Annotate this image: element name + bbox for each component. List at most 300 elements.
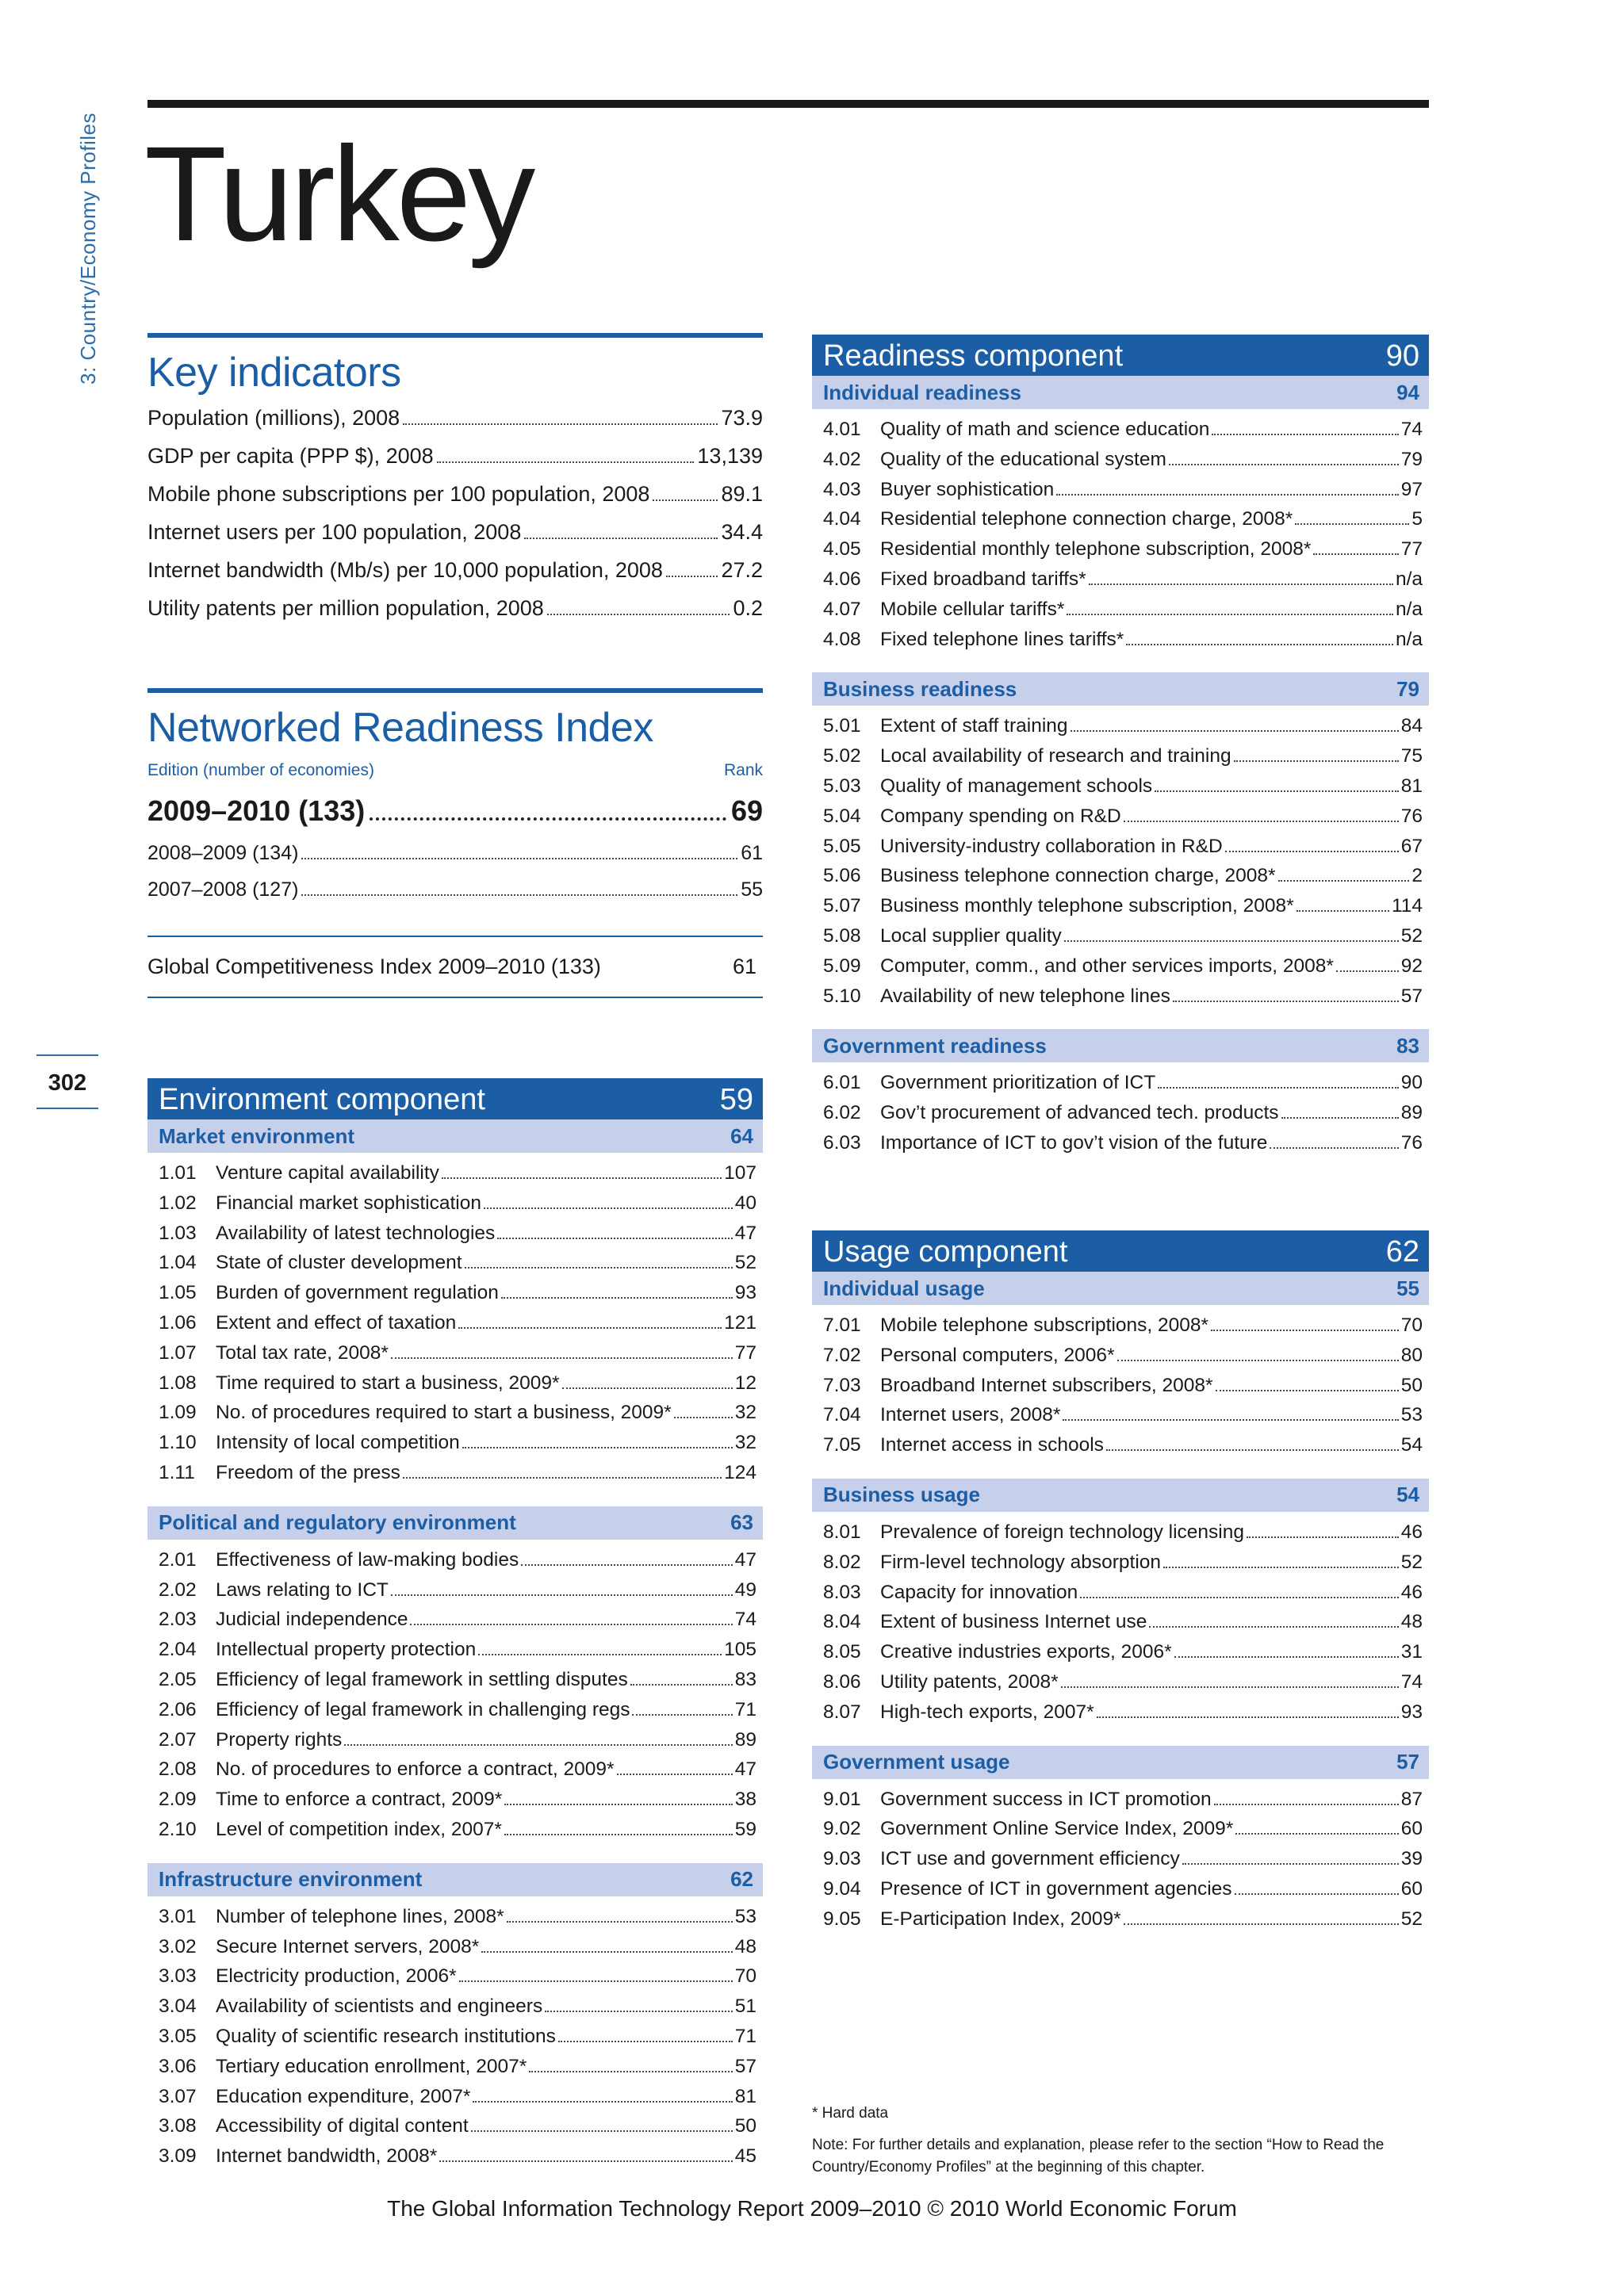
indicator-row (823, 1641, 1423, 1671)
indicator-rank: 47 (734, 1758, 756, 1781)
dot-leader (481, 1951, 732, 1953)
dot-leader (1149, 1626, 1398, 1628)
indicator-code: 7.04 (823, 1404, 861, 1426)
nri-previous-editions (147, 842, 763, 915)
key-indicator-row (147, 406, 763, 444)
indicator-label: Quality of scientific research institutions (216, 2025, 556, 2047)
indicator-row (159, 1549, 756, 1579)
indicator-rank: 40 (734, 1192, 756, 1214)
indicator-row (823, 1671, 1423, 1701)
indicator-code: 2.02 (159, 1578, 197, 1601)
indicator-rank: 52 (734, 1252, 756, 1274)
indicator-code: 4.04 (823, 508, 861, 530)
indicator-label: Efficiency of legal framework in challenging regs (216, 1698, 630, 1720)
indicator-row (159, 1402, 756, 1432)
indicator-code: 1.06 (159, 1311, 197, 1334)
indicator-rank: 47 (734, 1548, 756, 1571)
indicator-label: Extent and effect of taxation (216, 1311, 457, 1334)
indicator-row (823, 1314, 1423, 1345)
nri-edition-row (147, 842, 763, 878)
dot-leader (478, 1654, 722, 1655)
dot-leader (666, 576, 718, 577)
indicator-rank: 81 (1400, 775, 1423, 797)
indicator-label: Capacity for innovation (880, 1581, 1078, 1603)
dot-leader (1124, 821, 1399, 822)
indicator-rank: 60 (1400, 1818, 1423, 1840)
indicator-rank: 39 (1400, 1848, 1423, 1870)
indicator-code: 8.04 (823, 1611, 861, 1633)
nri-current-rank: 69 (730, 794, 763, 827)
indicator-list (812, 1305, 1429, 1474)
indicator-rank: 50 (734, 2115, 756, 2137)
indicator-rank: 46 (1400, 1581, 1423, 1603)
indicator-label: Intensity of local competition (216, 1432, 460, 1454)
key-indicator-row (147, 558, 763, 596)
indicator-row (823, 836, 1423, 866)
indicator-row (823, 1345, 1423, 1375)
dot-leader (1097, 1716, 1399, 1718)
key-indicator-row (147, 596, 763, 634)
dot-leader (524, 538, 718, 539)
explanation-note: Note: For further details and explanation, please refer to the section “How to Read the Country/Economy Profiles” at the beginning of this chapter. (812, 2137, 1385, 2175)
indicator-row (823, 1908, 1423, 1938)
indicator-label: State of cluster development (216, 1252, 462, 1274)
key-indicator-value: 34.4 (721, 520, 763, 544)
indicator-label: Secure Internet servers, 2008* (216, 1935, 480, 1957)
subgroup-title: Individual readiness (823, 380, 1021, 404)
dot-leader (465, 1267, 733, 1269)
dot-leader (562, 1387, 733, 1389)
indicator-row (823, 508, 1423, 538)
indicator-row (823, 745, 1423, 775)
indicator-rank: 54 (1400, 1434, 1423, 1456)
key-indicator-value: 13,139 (697, 444, 763, 468)
indicator-label: Internet users, 2008* (880, 1404, 1061, 1426)
indicator-rank: 74 (1400, 419, 1423, 440)
indicator-code: 4.06 (823, 568, 861, 590)
dot-leader (1106, 1449, 1399, 1451)
usage-subgroup-header (812, 1479, 1429, 1512)
nri-heading: Networked Readiness Index (147, 705, 653, 751)
indicator-label: Quality of the educational system (880, 448, 1166, 470)
hard-data-note: * Hard data (812, 2105, 889, 2122)
dot-leader (403, 1477, 722, 1479)
dot-leader (1064, 940, 1399, 942)
indicator-row (823, 1434, 1423, 1464)
environment-component-header (147, 1078, 763, 1119)
dot-leader (504, 1834, 733, 1835)
indicator-code: 4.05 (823, 538, 861, 561)
indicator-rank: 32 (734, 1402, 756, 1424)
dot-leader (1336, 970, 1399, 972)
dot-leader (458, 1327, 722, 1329)
indicator-label: Firm-level technology absorption (880, 1551, 1162, 1573)
indicator-code: 9.01 (823, 1788, 861, 1810)
indicator-label: E-Participation Index, 2009* (880, 1908, 1121, 1930)
indicator-row (159, 2115, 756, 2145)
indicator-row (159, 2026, 756, 2056)
indicator-rank: 124 (724, 1461, 756, 1483)
dot-leader (1163, 1567, 1399, 1568)
dot-leader (484, 1207, 733, 1209)
indicator-rank: 45 (734, 2145, 756, 2168)
dot-leader (1235, 1833, 1398, 1835)
indicator-label: ICT use and government efficiency (880, 1848, 1180, 1870)
indicator-label: Business monthly telephone subscription, 2008* (880, 895, 1294, 917)
indicator-code: 5.03 (823, 775, 861, 797)
indicator-row (823, 629, 1423, 659)
dot-leader (1281, 1117, 1399, 1119)
nri-col-rank: Rank (723, 761, 763, 779)
indicator-row (823, 985, 1423, 1016)
dot-leader (1071, 730, 1399, 732)
readiness-component-rank: 90 (1385, 339, 1419, 373)
indicator-code: 3.01 (159, 1905, 197, 1927)
key-indicator-value: 0.2 (733, 596, 763, 620)
indicator-label: Number of telephone lines, 2008* (216, 1905, 504, 1927)
indicator-row (823, 1102, 1423, 1132)
indicator-code: 9.02 (823, 1818, 861, 1840)
indicator-row (823, 1789, 1423, 1819)
page-number: 302 (48, 1070, 87, 1096)
dot-leader (1063, 1419, 1398, 1421)
dot-leader (1247, 1536, 1399, 1538)
subgroup-rank: 83 (1396, 1033, 1419, 1058)
indicator-row (159, 1462, 756, 1492)
indicator-label: Mobile cellular tariffs* (880, 598, 1065, 620)
indicator-label: Government success in ICT promotion (880, 1788, 1212, 1810)
page-footer: The Global Information Technology Report 2009–2010 © 2010 World Economic Forum (387, 2196, 1237, 2221)
indicator-row (159, 1312, 756, 1342)
indicator-row (823, 1552, 1423, 1582)
indicator-code: 4.08 (823, 628, 861, 650)
key-indicator-label: Utility patents per million population, 2008 (147, 596, 544, 620)
indicator-label: Internet access in schools (880, 1434, 1104, 1456)
usage-component (812, 1230, 1429, 1948)
indicator-label: Importance of ICT to gov’t vision of the future (880, 1131, 1268, 1154)
readiness-subgroup-header (812, 1029, 1429, 1062)
indicator-row (159, 1965, 756, 1996)
dot-leader (558, 2041, 733, 2042)
indicator-rank: 84 (1400, 715, 1423, 737)
indicator-row (823, 1404, 1423, 1434)
indicator-row (823, 1701, 1423, 1732)
indicator-rank: 2 (1411, 865, 1423, 887)
indicator-rank: 53 (1400, 1404, 1423, 1426)
indicator-code: 3.05 (159, 2025, 197, 2047)
key-indicator-row (147, 482, 763, 520)
indicator-rank: 74 (734, 1609, 756, 1631)
environment-component-rank: 59 (719, 1082, 753, 1116)
indicator-list (812, 1779, 1429, 1948)
indicator-label: Freedom of the press (216, 1461, 400, 1483)
indicator-label: High-tech exports, 2007* (880, 1701, 1094, 1723)
indicator-code: 3.02 (159, 1935, 197, 1957)
indicator-rank: 77 (1400, 538, 1423, 561)
indicator-rank: 76 (1400, 1131, 1423, 1154)
indicator-rank: 77 (734, 1341, 756, 1364)
indicator-rank: 49 (734, 1578, 756, 1601)
usage-component-title: Usage component (823, 1234, 1068, 1269)
indicator-code: 5.02 (823, 745, 861, 767)
environment-subgroup-header (147, 1506, 763, 1540)
indicator-rank: n/a (1395, 628, 1423, 650)
page-number-block (36, 1054, 98, 1109)
dot-leader (471, 2130, 733, 2132)
indicator-rank: 93 (1400, 1701, 1423, 1723)
indicator-code: 8.05 (823, 1641, 861, 1663)
dot-leader (344, 1744, 732, 1746)
gci-label: Global Competitiveness Index 2009–2010 (133) (147, 955, 601, 978)
dot-leader (632, 1714, 732, 1716)
indicator-rank: 52 (1400, 1551, 1423, 1573)
indicator-rank: 89 (734, 1728, 756, 1751)
indicator-code: 5.09 (823, 955, 861, 977)
indicator-rank: 71 (734, 1698, 756, 1720)
indicator-label: Electricity production, 2006* (216, 1965, 457, 1988)
indicator-label: Quality of management schools (880, 775, 1153, 797)
indicator-code: 1.01 (159, 1162, 197, 1184)
dot-leader (1158, 1087, 1399, 1089)
dot-leader (1056, 494, 1398, 496)
indicator-rank: 80 (1400, 1344, 1423, 1366)
dot-leader (529, 2071, 733, 2072)
indicator-label: Gov’t procurement of advanced tech. products (880, 1102, 1279, 1124)
usage-component-rank: 62 (1385, 1234, 1419, 1269)
indicator-row (159, 1252, 756, 1282)
dot-leader (1155, 790, 1399, 792)
dot-leader (1295, 523, 1409, 525)
indicator-code: 5.08 (823, 924, 861, 947)
indicator-label: Prevalence of foreign technology licensing (880, 1521, 1244, 1543)
dot-leader (459, 1980, 733, 1982)
indicator-rank: 89 (1400, 1102, 1423, 1124)
usage-subgroup-header (812, 1746, 1429, 1779)
dot-leader (501, 1297, 733, 1299)
readiness-subgroup-header (812, 672, 1429, 706)
dot-leader (1225, 851, 1399, 852)
subgroup-rank: 54 (1396, 1483, 1419, 1507)
indicator-row (159, 1192, 756, 1223)
dot-leader (674, 1417, 733, 1418)
dot-leader (1234, 760, 1399, 762)
dot-leader (1212, 434, 1398, 435)
subgroup-rank: 63 (730, 1510, 753, 1535)
indicator-code: 1.04 (159, 1252, 197, 1274)
indicator-rank: 48 (734, 1935, 756, 1957)
environment-subgroup-header (147, 1119, 763, 1153)
indicator-rank: 59 (734, 1818, 756, 1840)
indicator-rank: 79 (1400, 448, 1423, 470)
indicator-rank: 48 (1400, 1611, 1423, 1633)
indicator-label: Financial market sophistication (216, 1192, 481, 1214)
subgroup-rank: 94 (1396, 380, 1419, 404)
indicator-code: 2.10 (159, 1818, 197, 1840)
key-indicator-value: 73.9 (721, 406, 763, 430)
indicator-code: 2.09 (159, 1789, 197, 1811)
indicator-row (823, 715, 1423, 745)
indicator-label: Internet bandwidth, 2008* (216, 2145, 438, 2168)
key-indicator-value: 89.1 (721, 482, 763, 506)
indicator-code: 2.05 (159, 1668, 197, 1690)
indicator-code: 5.10 (823, 985, 861, 1007)
key-indicator-label: Population (millions), 2008 (147, 406, 400, 430)
indicator-code: 4.02 (823, 448, 861, 470)
dot-leader (1214, 1804, 1399, 1805)
indicator-row (159, 1996, 756, 2026)
indicator-code: 2.04 (159, 1639, 197, 1661)
indicator-rank: 57 (734, 2055, 756, 2077)
indicator-code: 6.02 (823, 1102, 861, 1124)
indicator-rank: 60 (1400, 1877, 1423, 1900)
indicator-code: 3.08 (159, 2115, 197, 2137)
dot-leader (442, 1177, 722, 1179)
indicator-row (823, 806, 1423, 836)
indicator-row (823, 1375, 1423, 1405)
dot-leader (410, 1624, 732, 1625)
indicator-rank: 50 (1400, 1374, 1423, 1396)
environment-component (147, 1078, 763, 2185)
indicator-code: 7.01 (823, 1314, 861, 1336)
indicator-code: 3.09 (159, 2145, 197, 2168)
key-indicator-label: Mobile phone subscriptions per 100 population, 2008 (147, 482, 650, 506)
indicator-row (823, 925, 1423, 955)
subgroup-rank: 62 (730, 1867, 753, 1892)
subgroup-title: Business readiness (823, 676, 1017, 701)
indicator-label: Tertiary education enrollment, 2007* (216, 2055, 527, 2077)
indicator-label: Buyer sophistication (880, 478, 1055, 500)
indicator-code: 5.01 (823, 715, 861, 737)
indicator-label: Presence of ICT in government agencies (880, 1877, 1232, 1900)
indicator-label: Broadband Internet subscribers, 2008* (880, 1374, 1213, 1396)
dot-leader (1216, 1390, 1399, 1391)
indicator-code: 1.03 (159, 1222, 197, 1244)
readiness-component-title: Readiness component (823, 339, 1124, 373)
dot-leader (1124, 1923, 1399, 1925)
indicator-row (159, 1639, 756, 1669)
indicator-label: Intellectual property protection (216, 1639, 477, 1661)
indicator-row (159, 1372, 756, 1402)
indicator-label: Local supplier quality (880, 924, 1062, 947)
key-indicators-list (147, 406, 763, 634)
indicator-row (823, 568, 1423, 599)
indicator-label: Efficiency of legal framework in settling disputes (216, 1668, 628, 1690)
indicator-code: 8.01 (823, 1521, 861, 1543)
dot-leader (1174, 1656, 1399, 1658)
indicator-list (147, 1896, 763, 2185)
indicator-code: 3.06 (159, 2055, 197, 2077)
indicator-rank: 52 (1400, 1908, 1423, 1930)
indicator-row (159, 1609, 756, 1639)
indicator-row (159, 1669, 756, 1699)
indicator-code: 6.01 (823, 1072, 861, 1094)
indicator-label: Government prioritization of ICT (880, 1072, 1156, 1094)
indicator-label: Accessibility of digital content (216, 2115, 469, 2137)
indicator-rank: 75 (1400, 745, 1423, 767)
indicator-rank: 5 (1411, 508, 1423, 530)
indicator-label: Local availability of research and training (880, 745, 1231, 767)
subgroup-rank: 55 (1396, 1276, 1419, 1300)
indicator-label: Residential telephone connection charge, 2008* (880, 508, 1293, 530)
indicator-row (823, 449, 1423, 479)
indicator-row (823, 1521, 1423, 1552)
dot-leader (1270, 1147, 1398, 1149)
key-indicator-label: Internet users per 100 population, 2008 (147, 520, 522, 544)
indicator-label: Judicial independence (216, 1609, 408, 1631)
nri-edition-row (147, 878, 763, 915)
indicator-list (812, 409, 1429, 668)
indicator-label: Mobile telephone subscriptions, 2008* (880, 1314, 1209, 1336)
key-indicator-label: Internet bandwidth (Mb/s) per 10,000 population, 2008 (147, 558, 663, 582)
indicator-label: Education expenditure, 2007* (216, 2085, 471, 2107)
indicator-label: Quality of math and science education (880, 419, 1210, 440)
readiness-subgroup-header (812, 376, 1429, 409)
indicator-row (159, 2145, 756, 2175)
nri-edition-label: 2008–2009 (134) (147, 842, 299, 864)
dot-leader (473, 2101, 732, 2103)
indicator-rank: 38 (734, 1789, 756, 1811)
indicator-code: 1.02 (159, 1192, 197, 1214)
indicator-row (823, 775, 1423, 806)
dot-leader (301, 858, 737, 859)
indicator-row (823, 419, 1423, 449)
indicator-label: Government Online Service Index, 2009* (880, 1818, 1234, 1840)
indicator-label: Burden of government regulation (216, 1282, 499, 1304)
indicator-rank: 67 (1400, 835, 1423, 857)
section-side-label: 3: Country/Economy Profiles (76, 113, 100, 385)
environment-component-title: Environment component (159, 1082, 485, 1116)
dot-leader (653, 499, 718, 501)
indicator-row (823, 1878, 1423, 1908)
indicator-code: 4.07 (823, 598, 861, 620)
dot-leader (439, 2160, 732, 2162)
indicator-rank: 53 (734, 1905, 756, 1927)
usage-component-header (812, 1230, 1429, 1272)
indicator-label: Property rights (216, 1728, 343, 1751)
indicator-label: Effectiveness of law-making bodies (216, 1548, 519, 1571)
indicator-row (823, 895, 1423, 925)
indicator-label: Personal computers, 2006* (880, 1344, 1115, 1366)
indicator-row (159, 1282, 756, 1312)
indicator-row (823, 1072, 1423, 1102)
subgroup-title: Political and regulatory environment (159, 1510, 516, 1535)
subgroup-rank: 79 (1396, 676, 1419, 701)
indicator-label: Utility patents, 2008* (880, 1670, 1059, 1693)
nri-current-label: 2009–2010 (133) (147, 794, 366, 827)
environment-subgroup-header (147, 1863, 763, 1896)
nri-column-headers (147, 761, 763, 780)
indicator-row (823, 479, 1423, 509)
indicator-row (823, 1611, 1423, 1641)
indicator-row (823, 599, 1423, 629)
indicator-code: 9.04 (823, 1877, 861, 1900)
indicator-rank: 97 (1400, 478, 1423, 500)
indicator-label: No. of procedures to enforce a contract, 2009* (216, 1758, 615, 1781)
indicator-rank: 93 (734, 1282, 756, 1304)
indicator-rank: 121 (724, 1311, 756, 1334)
indicator-code: 8.07 (823, 1701, 861, 1723)
indicator-code: 7.02 (823, 1344, 861, 1366)
indicator-rank: 105 (724, 1639, 756, 1661)
key-indicator-value: 27.2 (721, 558, 763, 582)
indicator-rank: 12 (734, 1372, 756, 1394)
dot-leader (1080, 1597, 1399, 1598)
indicator-code: 3.04 (159, 1996, 197, 2018)
indicator-rank: 114 (1391, 895, 1423, 917)
dot-leader (391, 1594, 733, 1596)
dot-leader (1235, 1893, 1399, 1895)
indicator-row (159, 2086, 756, 2116)
